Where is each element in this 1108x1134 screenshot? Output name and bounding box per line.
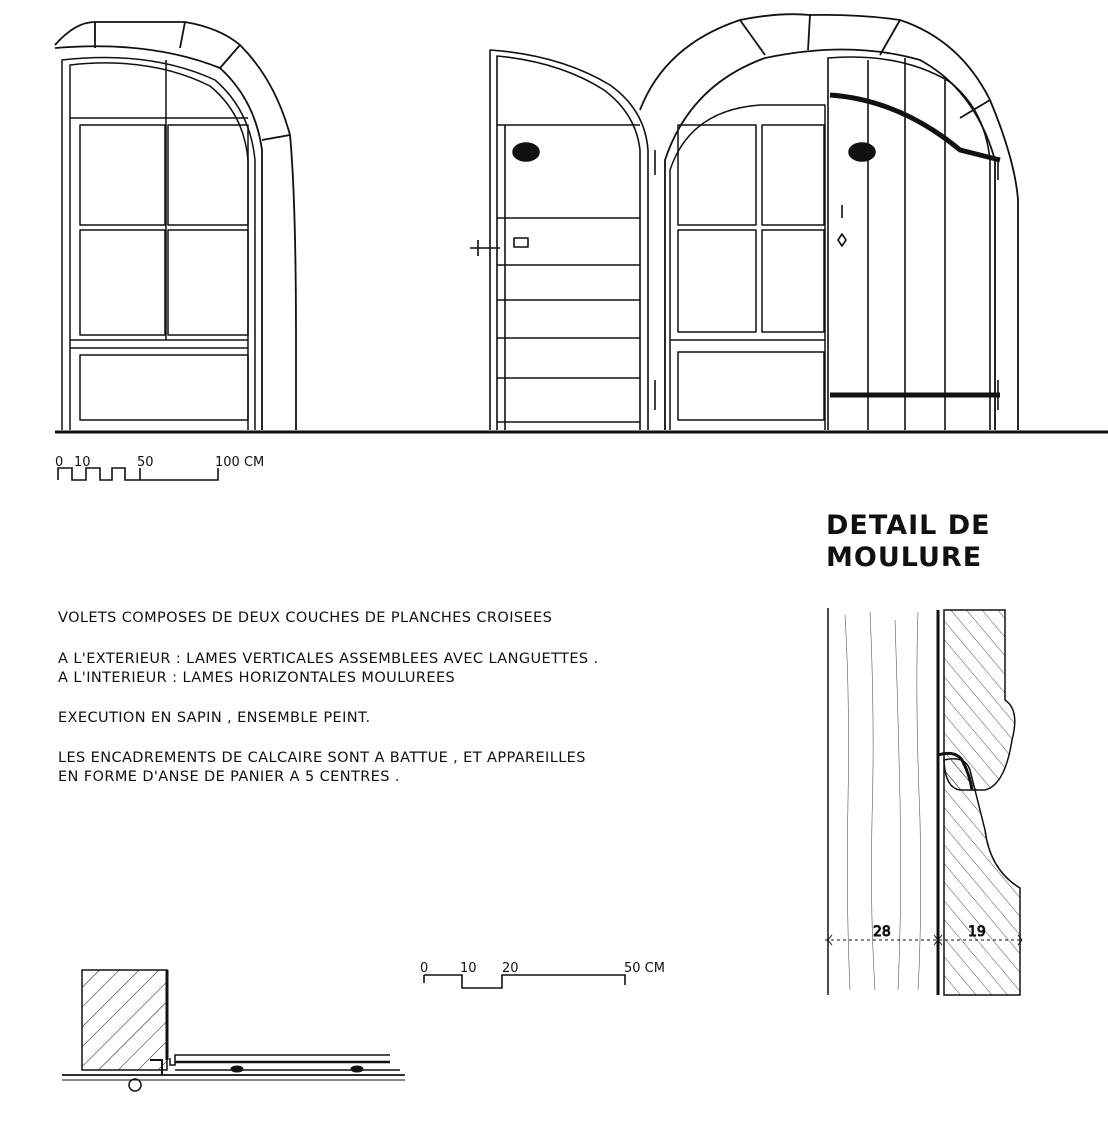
right-glazed-door: [670, 105, 825, 430]
note-line-1: VOLETS COMPOSES DE DEUX COUCHES DE PLANCHES CROISEES: [58, 610, 553, 626]
note-line-5: LES ENCADREMENTS DE CALCAIRE SONT A BATTUE , ET APPAREILLES: [58, 750, 586, 766]
scale-top-label-100: 100 CM: [215, 455, 265, 470]
scale-bottom-label-0: 0: [420, 961, 429, 976]
scale-bottom-label-20: 20: [502, 961, 519, 976]
scale-top-label-50: 50: [137, 455, 154, 470]
elevation: [55, 14, 1108, 432]
scale-bottom-label-50: 50 CM: [624, 961, 665, 976]
scale-top-label-0: 0: [55, 455, 64, 470]
note-line-4: EXECUTION EN SAPIN , ENSEMBLE PEINT.: [58, 710, 371, 726]
dimension-28: 28: [873, 924, 891, 940]
scale-top-label-10: 10: [74, 455, 91, 470]
right-arch: [640, 14, 1018, 430]
center-shutter: [470, 50, 655, 430]
left-arch: [55, 22, 296, 430]
scale-bottom-label-10: 10: [460, 961, 477, 976]
note-line-6: EN FORME D'ANSE DE PANIER A 5 CENTRES .: [58, 769, 400, 785]
threshold-section: [62, 970, 405, 1091]
detail-title-line1: DETAIL DE: [826, 510, 991, 541]
moulding-detail: [825, 608, 1022, 995]
detail-title-line2: MOULURE: [826, 542, 983, 573]
dimension-19: 19: [968, 924, 986, 940]
scale-bar-top: [55, 455, 264, 480]
scale-bar-bottom: [420, 961, 665, 988]
note-line-2: A L'EXTERIEUR : LAMES VERTICALES ASSEMBLEES AVEC LANGUETTES .: [58, 651, 599, 667]
left-glazed-door: [62, 58, 255, 431]
note-line-3: A L'INTERIEUR : LAMES HORIZONTALES MOULUREES: [58, 670, 456, 686]
